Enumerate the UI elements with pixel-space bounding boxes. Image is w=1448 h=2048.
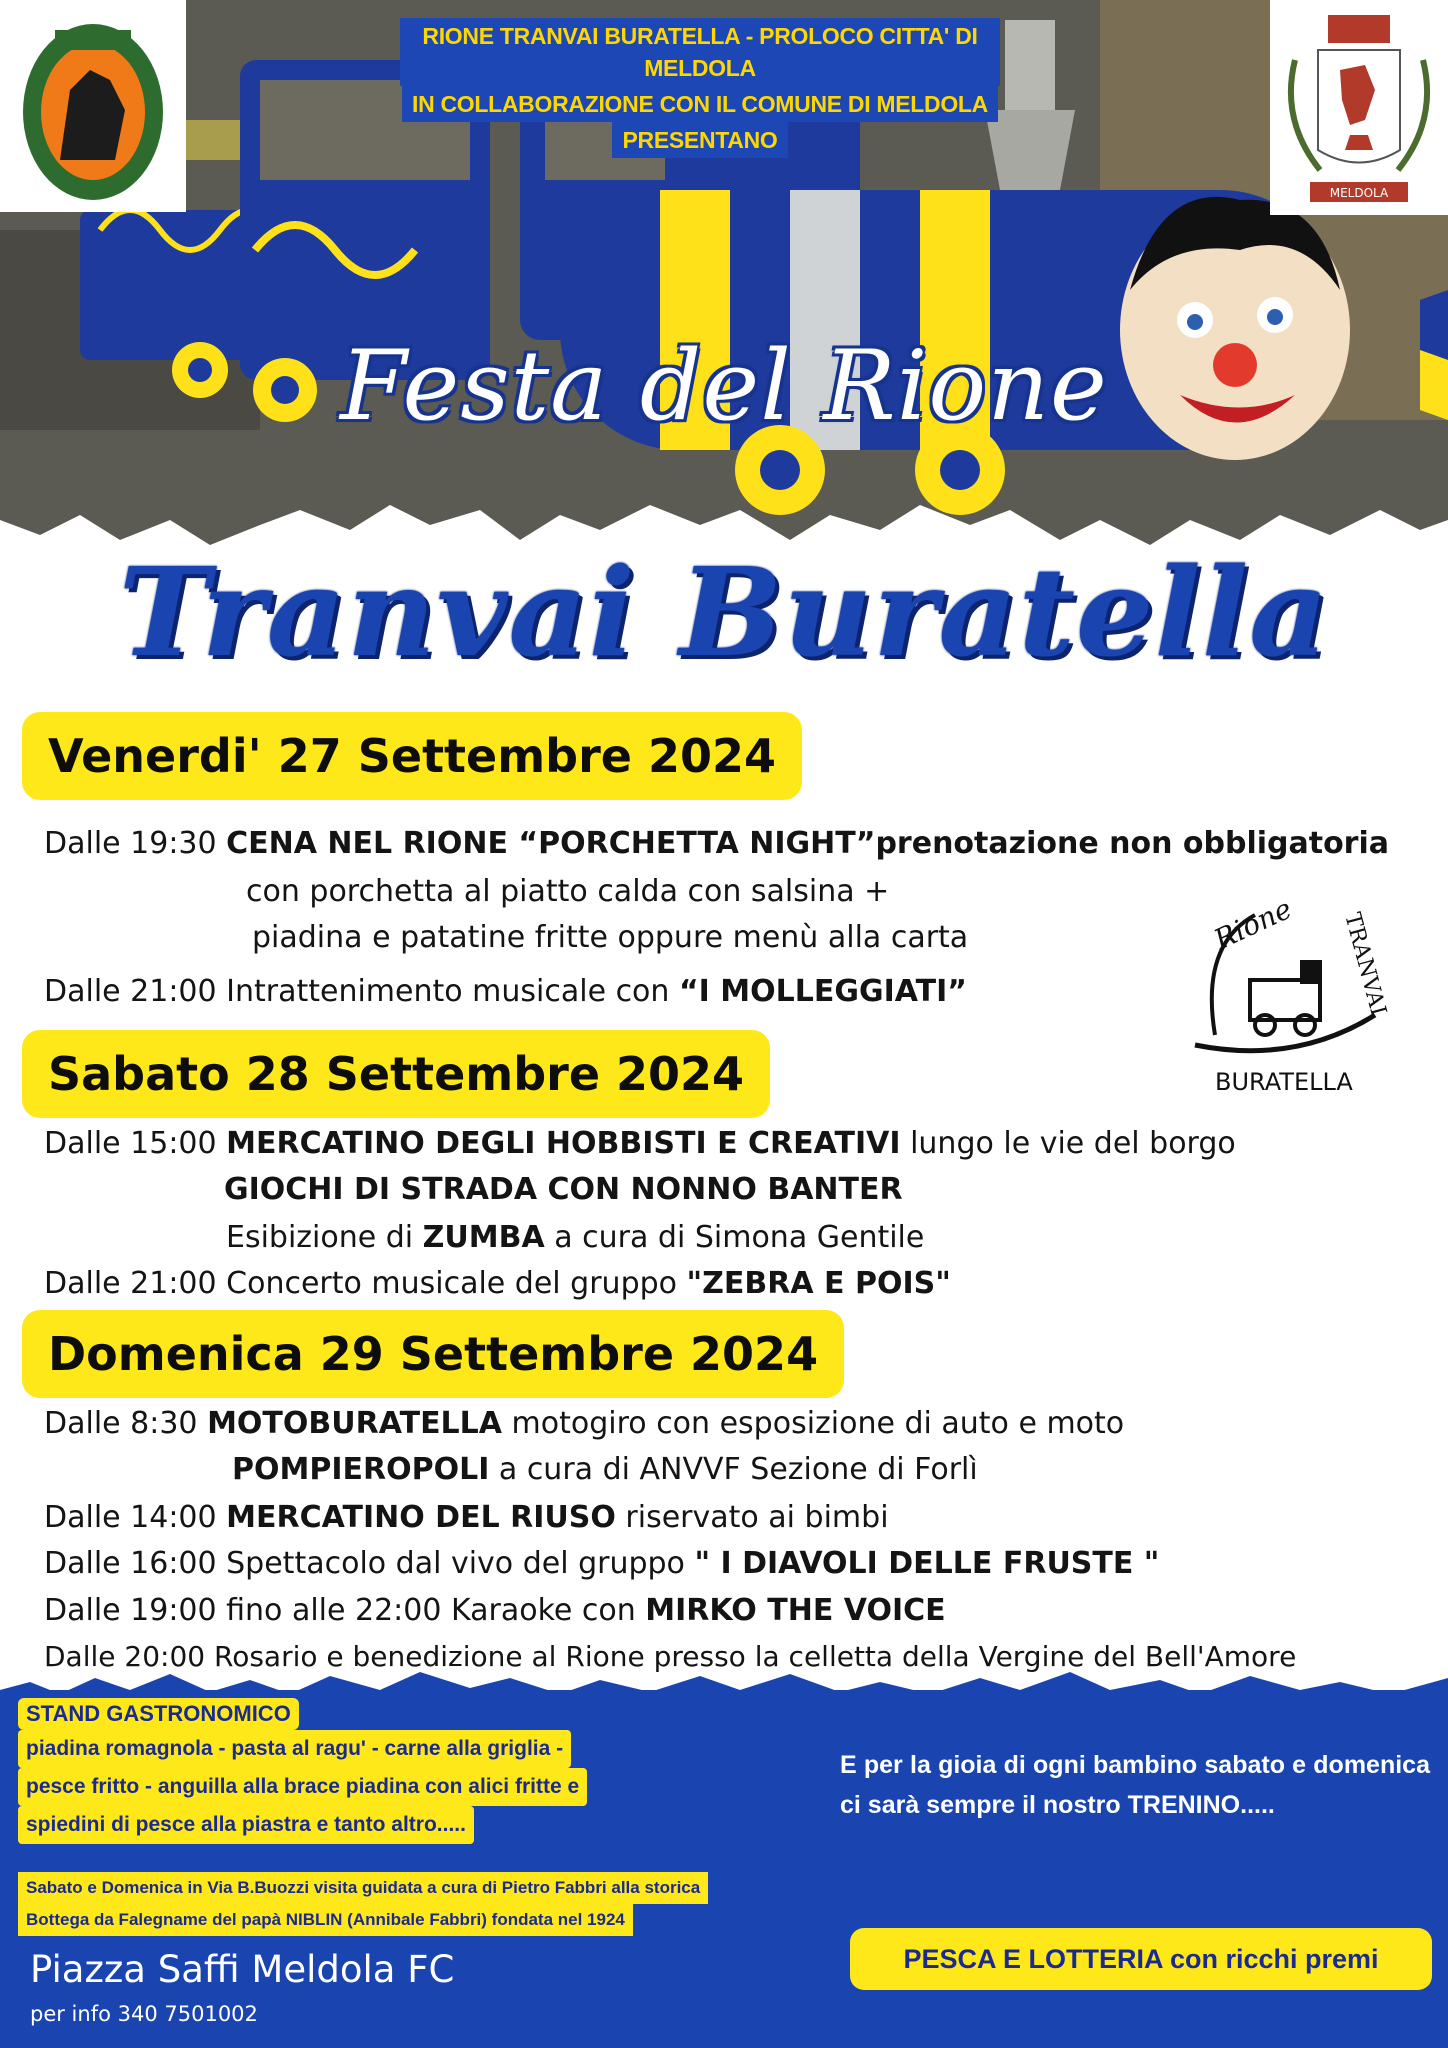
stand-line: piadina romagnola - pasta al ragu' - carne alla griglia - [18, 1730, 571, 1768]
event-line: piadina e patatine fritte oppure menù alla carta [252, 920, 969, 955]
day-heading-sunday: Domenica 29 Settembre 2024 [22, 1310, 844, 1398]
event-line: Esibizione di ZUMBA a cura di Simona Gentile [226, 1220, 925, 1255]
event-line: POMPIEROPOLI a cura di ANVVF Sezione di Forlì [232, 1452, 978, 1487]
train-stamp-icon [1185, 885, 1405, 1105]
event-line: Dalle 19:00 fino alle 22:00 Karaoke con MIRKO THE VOICE [44, 1593, 946, 1628]
meldola-crest-icon [1270, 0, 1448, 215]
event-line: Dalle 16:00 Spettacolo dal vivo del gruppo " I DIAVOLI DELLE FRUSTE " [44, 1546, 1160, 1581]
rione-crest-icon [0, 0, 186, 212]
day-heading-friday: Venerdi' 27 Settembre 2024 [22, 712, 802, 800]
pesca-lotteria-badge: PESCA E LOTTERIA con ricchi premi [850, 1928, 1432, 1990]
header-line: PRESENTANO [612, 122, 787, 158]
crest-banner-text: MELDOLA [1329, 186, 1389, 200]
event-line: Dalle 20:00 Rosario e benedizione al Rione presso la celletta della Vergine del Bell'Amore [44, 1640, 1297, 1673]
stand-line: spiedini di pesce alla piastra e tanto altro..... [18, 1806, 474, 1844]
event-line: Dalle 21:00 Concerto musicale del gruppo "ZEBRA E POIS" [44, 1266, 951, 1301]
organizers-header [400, 18, 1000, 158]
event-line: Dalle 21:00 Intrattenimento musicale con “I MOLLEGGIATI” [44, 974, 968, 1009]
stamp-text-right: TRANVAI [1339, 910, 1391, 1019]
event-line: Dalle 8:30 MOTOBURATELLA motogiro con esposizione di auto e moto [44, 1406, 1125, 1441]
event-line: Dalle 14:00 MERCATINO DEL RIUSO riservato ai bimbi [44, 1500, 889, 1535]
visita-line: Sabato e Domenica in Via B.Buozzi visita guidata a cura di Pietro Fabbri alla storica [18, 1872, 708, 1904]
stand-line: pesce fritto - anguilla alla brace piadina con alici fritte e [18, 1768, 587, 1806]
title-festa: Festa del Rione [340, 330, 1108, 442]
left-logo [0, 0, 186, 212]
title-tranvai: Tranvai Buratella [118, 540, 1330, 684]
header-line: RIONE TRANVAI BURATELLA - PROLOCO CITTA' DI MELDOLA [400, 18, 1000, 86]
stamp-text-bottom: BURATELLA [1215, 1068, 1353, 1096]
stand-heading: STAND GASTRONOMICO [18, 1698, 299, 1730]
trenino-text: E per la gioia di ogni bambino sabato e domenica ci sarà sempre il nostro TRENINO..... [840, 1751, 1430, 1819]
location-text: Piazza Saffi Meldola FC [30, 1948, 455, 1991]
event-line: Dalle 19:30 CENA NEL RIONE “PORCHETTA NIGHT”prenotazione non obbligatoria [44, 826, 1390, 861]
right-logo [1270, 0, 1448, 215]
stamp-text-top: Rione [1209, 891, 1297, 957]
visita-guidata [18, 1872, 838, 1936]
event-line: Dalle 15:00 MERCATINO DEGLI HOBBISTI E CREATIVI lungo le vie del borgo [44, 1126, 1236, 1161]
visita-line: Bottega da Falegname del papà NIBLIN (Annibale Fabbri) fondata nel 1924 [18, 1904, 633, 1936]
rione-stamp [1185, 885, 1405, 1105]
header-line: IN COLLABORAZIONE CON IL COMUNE DI MELDOLA [402, 86, 998, 122]
day-heading-saturday: Sabato 28 Settembre 2024 [22, 1030, 770, 1118]
event-line: con porchetta al piatto calda con salsina + [246, 874, 890, 909]
info-phone: per info 340 7501002 [30, 2002, 258, 2026]
stand-gastronomico [18, 1698, 738, 1844]
event-line: GIOCHI DI STRADA CON NONNO BANTER [224, 1172, 903, 1207]
